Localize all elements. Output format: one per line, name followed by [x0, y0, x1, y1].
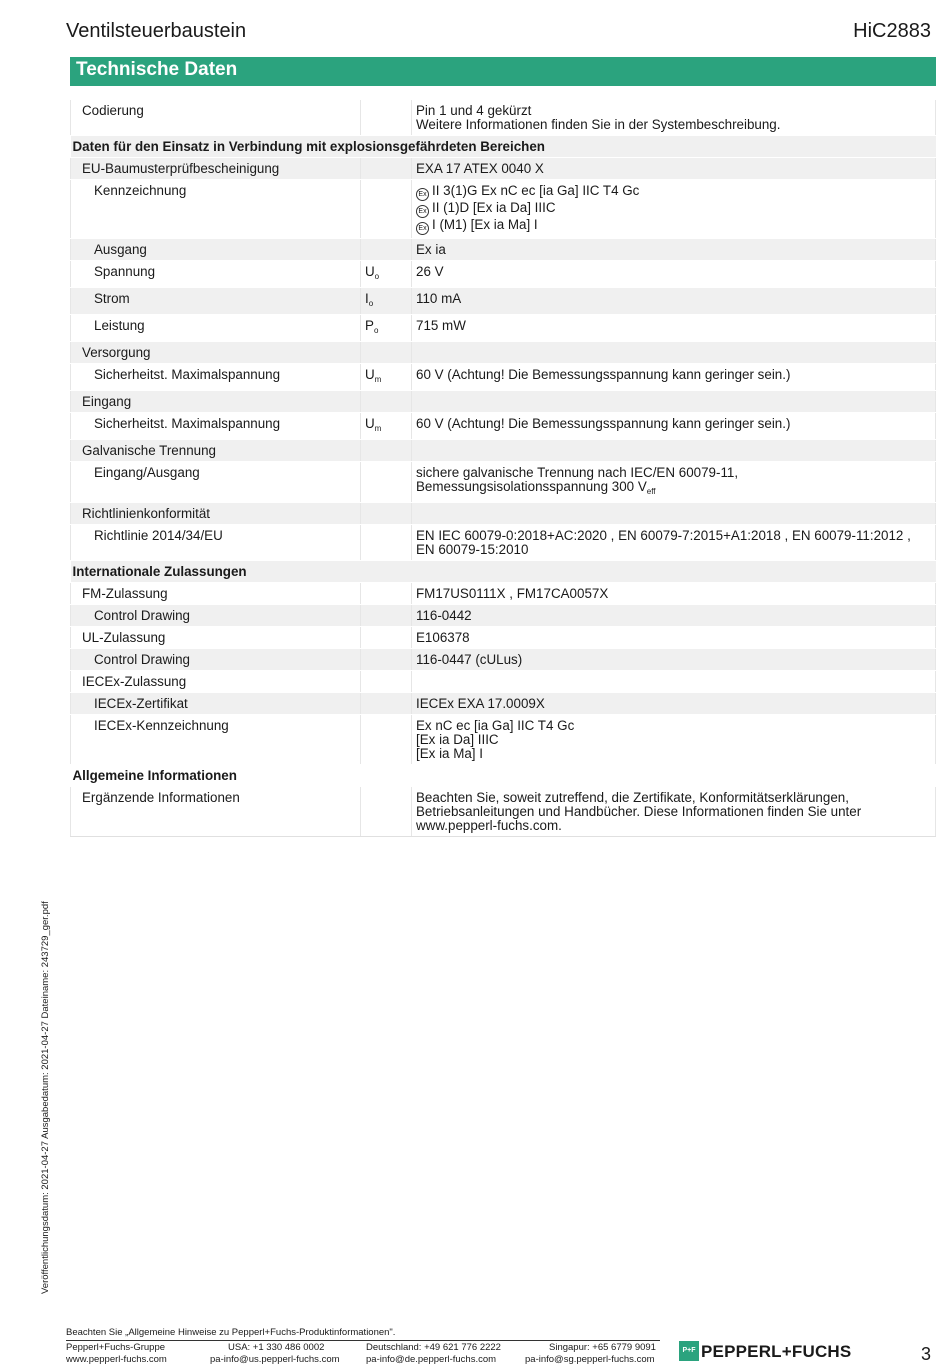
row-value: 116-0447 (cULus) [412, 649, 936, 671]
group-heading [71, 765, 936, 787]
table-row [71, 180, 936, 239]
row-symbol-sub: o [368, 299, 374, 308]
row-value: [Ex ia Da] IIIC [416, 732, 499, 747]
row-symbol-sub: o [374, 272, 380, 281]
footer-col-group [66, 1342, 167, 1366]
table-row [71, 364, 936, 391]
row-symbol-sub: m [374, 424, 382, 433]
row-symbol: I [365, 291, 369, 306]
row-label: Eingang/Ausgang [94, 465, 200, 480]
table-row [71, 462, 936, 503]
table-row [71, 649, 936, 671]
row-value: 715 mW [412, 315, 936, 342]
footer-divider [66, 1340, 660, 1341]
footer-link[interactable]: pa-info@us.pepperl-fuchs.com [210, 1354, 340, 1365]
ex-marking-icon: Ex [416, 222, 429, 235]
row-label: Ergänzende Informationen [82, 790, 240, 805]
row-label: Leistung [94, 318, 145, 333]
row-label: Galvanische Trennung [82, 443, 216, 458]
group-title: Internationale Zulassungen [71, 561, 936, 583]
row-value: Ex nC ec [ia Ga] IIC T4 Gc [416, 718, 575, 733]
row-value: Weitere Informationen finden Sie in der Systembeschreibung. [416, 117, 781, 132]
row-label: Codierung [82, 103, 144, 118]
table-row [71, 288, 936, 315]
row-value: sichere galvanische Trennung nach IEC/EN 60079-11, [416, 465, 739, 480]
ex-marking-icon: Ex [416, 205, 429, 218]
table-row [71, 413, 936, 440]
row-label: IECEx-Kennzeichnung [94, 718, 229, 733]
row-value: IECEx EXA 17.0009X [412, 693, 936, 715]
table-row [71, 525, 936, 561]
group-heading [71, 136, 936, 158]
row-label: Kennzeichnung [94, 183, 187, 198]
footer-text: Singapur: +65 6779 9091 [549, 1342, 656, 1353]
row-label: Control Drawing [94, 652, 191, 667]
row-label: IECEx-Zertifikat [94, 696, 188, 711]
row-label: Richtlinie 2014/34/EU [94, 528, 223, 543]
side-publication-info: Veröffentlichungsdatum: 2021-04-27 Ausgabedatum: 2021-04-27 Dateiname: 243729_ger.pdf [40, 901, 51, 1294]
document-title: Ventilsteuerbaustein [66, 20, 247, 42]
row-value: EXA 17 ATEX 0040 X [412, 158, 936, 180]
row-value: FM17US0111X , FM17CA0057X [412, 583, 936, 605]
row-label: Versorgung [82, 345, 151, 360]
group-title: Daten für den Einsatz in Verbindung mit explosionsgefährdeten Bereichen [71, 136, 936, 158]
row-value: [Ex ia Ma] I [416, 746, 483, 761]
row-value: Ex ia [412, 239, 936, 261]
product-code: HiC2883 [853, 20, 931, 42]
ex-marking-icon: Ex [416, 188, 429, 201]
row-value: 116-0442 [412, 605, 936, 627]
row-value: EN 60079-15:2010 [416, 542, 529, 557]
row-value: EN IEC 60079-0:2018+AC:2020 , EN 60079-7:2015+A1:2018 , EN 60079-11:2012 , [416, 528, 911, 543]
table-row [71, 158, 936, 180]
table-row [71, 261, 936, 288]
row-value-sub: eff [646, 487, 656, 496]
footer-text: Deutschland: +49 621 776 2222 [366, 1342, 501, 1353]
footer-col-usa [210, 1342, 340, 1366]
table-row [71, 583, 936, 605]
table-row [71, 693, 936, 715]
row-label: Sicherheitst. Maximalspannung [94, 367, 281, 382]
row-symbol: U [365, 367, 375, 382]
footer-col-sg [525, 1342, 656, 1366]
table-row [71, 342, 936, 364]
row-value: 60 V (Achtung! Die Bemessungsspannung kann geringer sein.) [412, 364, 936, 391]
group-title: Allgemeine Informationen [71, 765, 936, 787]
group-heading [71, 561, 936, 583]
row-symbol: U [365, 416, 375, 431]
row-value: II (1)D [Ex ia Da] IIIC [432, 200, 556, 215]
table-row [71, 315, 936, 342]
row-symbol: U [365, 264, 375, 279]
row-value: 60 V (Achtung! Die Bemessungsspannung kann geringer sein.) [412, 413, 936, 440]
row-value: 110 mA [412, 288, 936, 315]
page-number: 3 [920, 1344, 931, 1364]
table-row [71, 605, 936, 627]
row-label: Ausgang [94, 242, 147, 257]
footer-link[interactable]: www.pepperl-fuchs.com [66, 1354, 167, 1365]
row-value: Betriebsanleitungen und Handbücher. Diese Informationen finden Sie unter [416, 804, 862, 819]
table-row [71, 239, 936, 261]
row-value: www.pepperl-fuchs.com. [416, 818, 562, 833]
table-row [71, 715, 936, 765]
row-value: I (M1) [Ex ia Ma] I [432, 217, 538, 232]
row-label: Strom [94, 291, 130, 306]
row-label: Spannung [94, 264, 156, 279]
row-value: II 3(1)G Ex nC ec [ia Ga] IIC T4 Gc [432, 183, 640, 198]
row-label: Richtlinienkonformität [82, 506, 211, 521]
footer-text: Pepperl+Fuchs-Gruppe [66, 1342, 166, 1353]
table-row [71, 787, 936, 837]
row-symbol-sub: o [373, 326, 379, 335]
spec-table [70, 100, 936, 837]
row-value: Beachten Sie, soweit zutreffend, die Zertifikate, Konformitätserklärungen, [416, 790, 849, 805]
table-row [71, 391, 936, 413]
footer-link[interactable]: pa-info@de.pepperl-fuchs.com [366, 1354, 497, 1365]
table-row [71, 627, 936, 649]
table-row [71, 503, 936, 525]
row-value: E106378 [412, 627, 936, 649]
row-label: Control Drawing [94, 608, 191, 623]
row-symbol: P [365, 318, 374, 333]
row-label: IECEx-Zulassung [82, 674, 187, 689]
row-symbol-sub: m [374, 375, 382, 384]
footer-link[interactable]: pa-info@sg.pepperl-fuchs.com [525, 1354, 655, 1365]
section-header [70, 57, 936, 86]
footer-text: USA: +1 330 486 0002 [228, 1342, 325, 1353]
row-label: Eingang [82, 394, 132, 409]
row-label: Sicherheitst. Maximalspannung [94, 416, 281, 431]
table-row [71, 671, 936, 693]
footer-note: Beachten Sie „Allgemeine Hinweise zu Pepperl+Fuchs-Produktinformationen". [66, 1327, 396, 1338]
table-row [71, 440, 936, 462]
row-value: Pin 1 und 4 gekürzt [416, 103, 532, 118]
logo-mark-icon: P+F [679, 1341, 699, 1361]
logo-text: PEPPERL+FUCHS [701, 1342, 852, 1361]
row-label: FM-Zulassung [82, 586, 168, 601]
row-label: EU-Baumusterprüfbescheinigung [82, 161, 280, 176]
section-title: Technische Daten [76, 59, 238, 80]
row-value: Bemessungsisolationsspannung 300 V [416, 479, 647, 494]
table-row [71, 100, 936, 136]
row-value: 26 V [412, 261, 936, 288]
footer-col-de [366, 1342, 501, 1366]
row-label: UL-Zulassung [82, 630, 166, 645]
